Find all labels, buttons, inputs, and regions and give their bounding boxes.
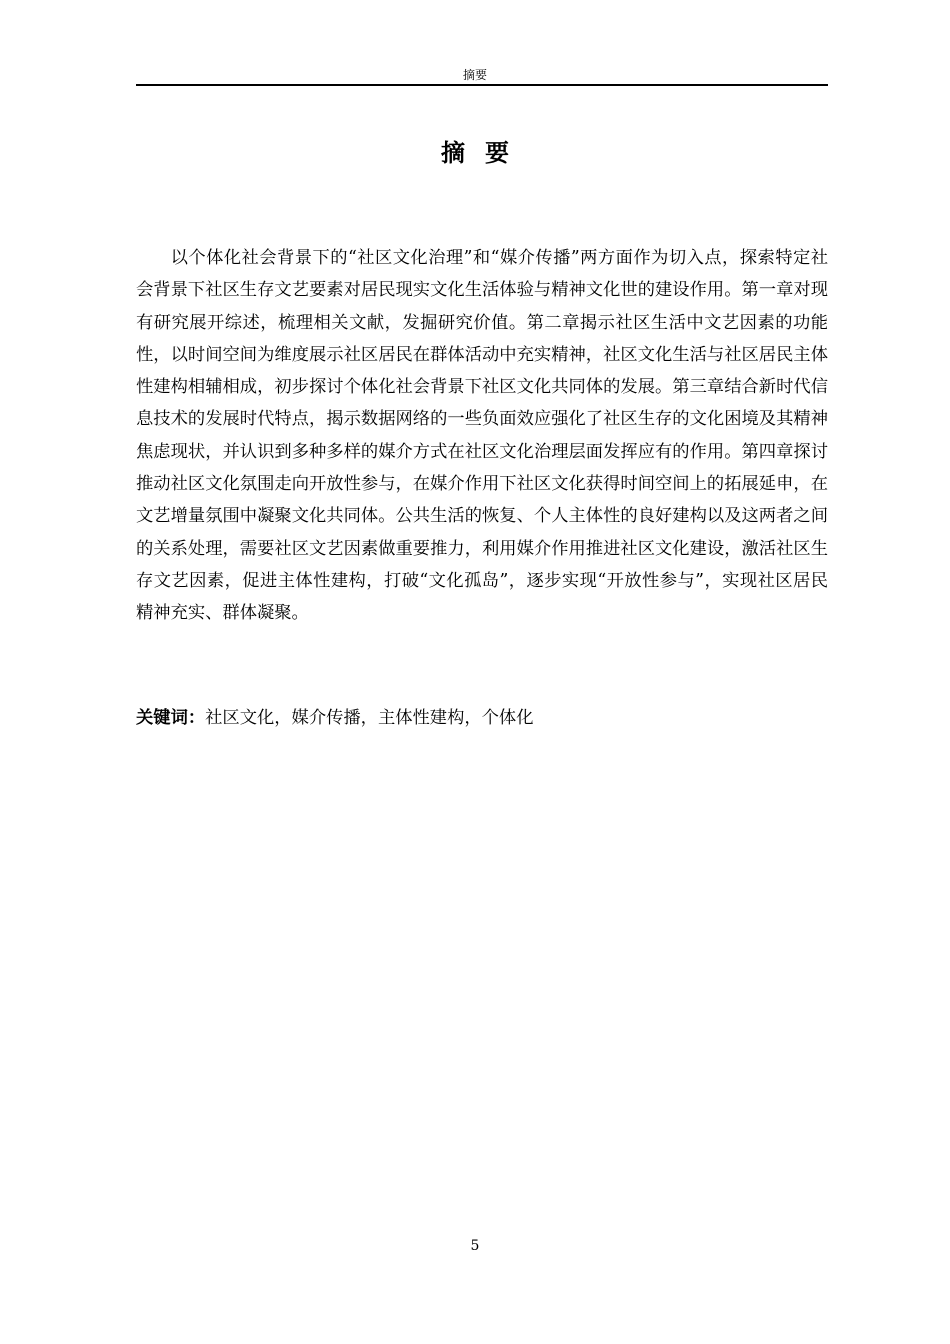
running-header: 摘要	[462, 68, 487, 82]
header-rule	[136, 84, 828, 86]
keywords-label: 关键词：	[136, 708, 206, 728]
page-number: 5	[470, 1238, 480, 1254]
keywords-value: 社区文化，媒介传播，主体性建构，个体化	[205, 708, 534, 728]
keywords-line	[136, 704, 828, 732]
page-title: 摘要	[441, 139, 529, 167]
abstract-body: 以个体化社会背景下的“社区文化治理”和“媒介传播”两方面作为切入点，探索特定社会背景下社区生存文艺要素对居民现实文化生活体验与精神文化世的建设作用。第一章对现有研究展开综述，梳理相关文献，发掘研究价值。第二章揭示社区生活中文艺因素的功能性，以时间空间为维度展示社区居民在群体活动中充实精神，社区文化生活与社区居民主体性建构相辅相成，初步探讨个体化社会背景下社区文化共同体的发展。第三章结合新时代信息技术的发展时代特点，揭示数据网络的一些负面效应强化了社区生存的文化困境及其精神焦虑现状，并认识到多种多样的媒介方式在社区文化治理层面发挥应有的作用。第四章探讨推动社区文化氛围走向开放性参与，在媒介作用下社区文化获得时间空间上的拓展延申，在文艺增量氛围中凝聚文化共同体。公共生活的恢复、个人主体性的良好建构以及这两者之间的关系处理，需要社区文艺因素做重要推力，利用媒介作用推进社区文化建设，激活社区生存文艺因素，促进主体性建构，打破“文化孤岛”，逐步实现“开放性参与”，实现社区居民精神充实、群体凝聚。	[136, 248, 828, 624]
